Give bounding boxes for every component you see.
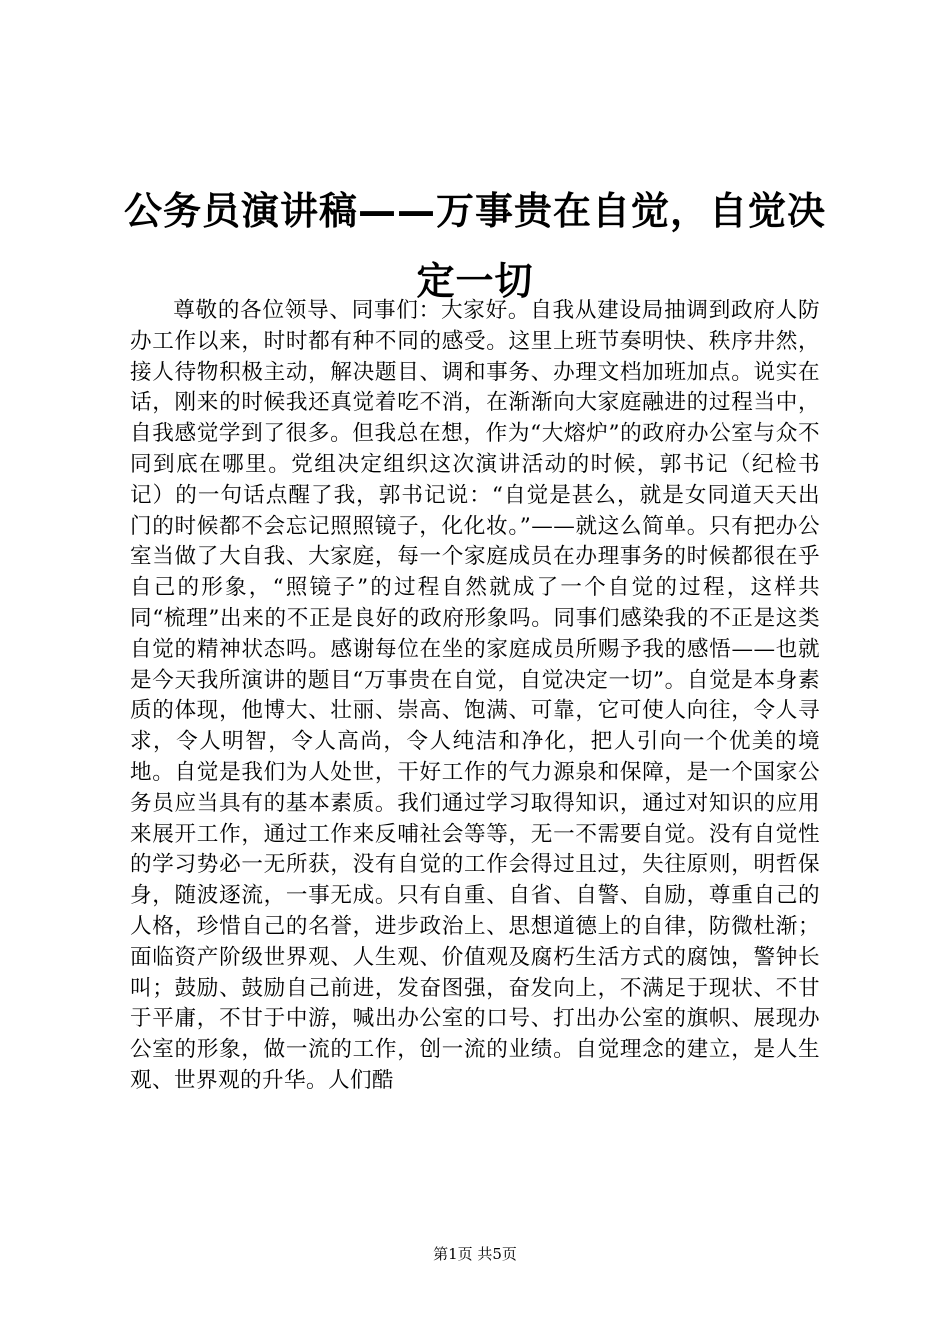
document-body-paragraph: 尊敬的各位领导、同事们：大家好。自我从建设局抽调到政府人防办工作以来，时时都有种不同的感受。这里上班节奏明快、秩序井然，接人待物积极主动，解决题目、调和事务、办理文档加班加点。说实在话，刚来的时候我还真觉着吃不消，在渐渐向大家庭融进的过程当中，自我感觉学到了很多。但我总在想，作为“大熔炉”的政府办公室与众不同到底在哪里。党组决定组织这次演讲活动的时候，郭书记（纪检书记）的一句话点醒了我，郭书记说：“自觉是甚么，就是女同道天天出门的时候都不会忘记照照镜子，化化妆。”——就这么简单。只有把办公室当做了大自我、大家庭，每一个家庭成员在办理事务的时候都很在乎自己的形象，“照镜子”的过程自然就成了一个自觉的过程，这样共同“梳理”出来的不正是良好的政府形象吗。同事们感染我的不正是这类自觉的精神状态吗。感谢每位在坐的家庭成员所赐予我的感悟——也就是今天我所演讲的题目“万事贵在自觉，自觉决定一切”。自觉是本身素质的体现，他博大、壮丽、崇高、饱满、可靠，它可使人向往，令人寻求，令人明智，令人高尚，令人纯洁和净化，把人引向一个优美的境地。自觉是我们为人处世，干好工作的气力源泉和保障，是一个国家公务员应当具有的基本素质。我们通过学习取得知识，通过对知识的应用来展开工作，通过工作来反哺社会等等，无一不需要自觉。没有自觉性的学习势必一无所获，没有自觉的工作会得过且过，失往原则，明哲保身，随波逐流，一事无成。只有自重、自省、自警、自励，尊重自己的人格，珍惜自己的名誉，进步政治上、思想道德上的自律，防微杜渐；面临资产阶级世界观、人生观、价值观及腐朽生活方式的腐蚀，警钟长叫；鼓励、鼓励自己前进，发奋图强，奋发向上，不满足于现状、不甘于平庸，不甘于中游，喊出办公室的口号、打出办公室的旗帜、展现办公室的形象，做一流的工作，创一流的业绩。自觉理念的建立，是人生观、世界观的升华。人们酷	[130, 298, 820, 1093]
page-number-footer: 第1页 共5页	[433, 1245, 517, 1263]
document-title: 公务员演讲稿——万事贵在自觉，自觉决定一切	[123, 189, 826, 303]
